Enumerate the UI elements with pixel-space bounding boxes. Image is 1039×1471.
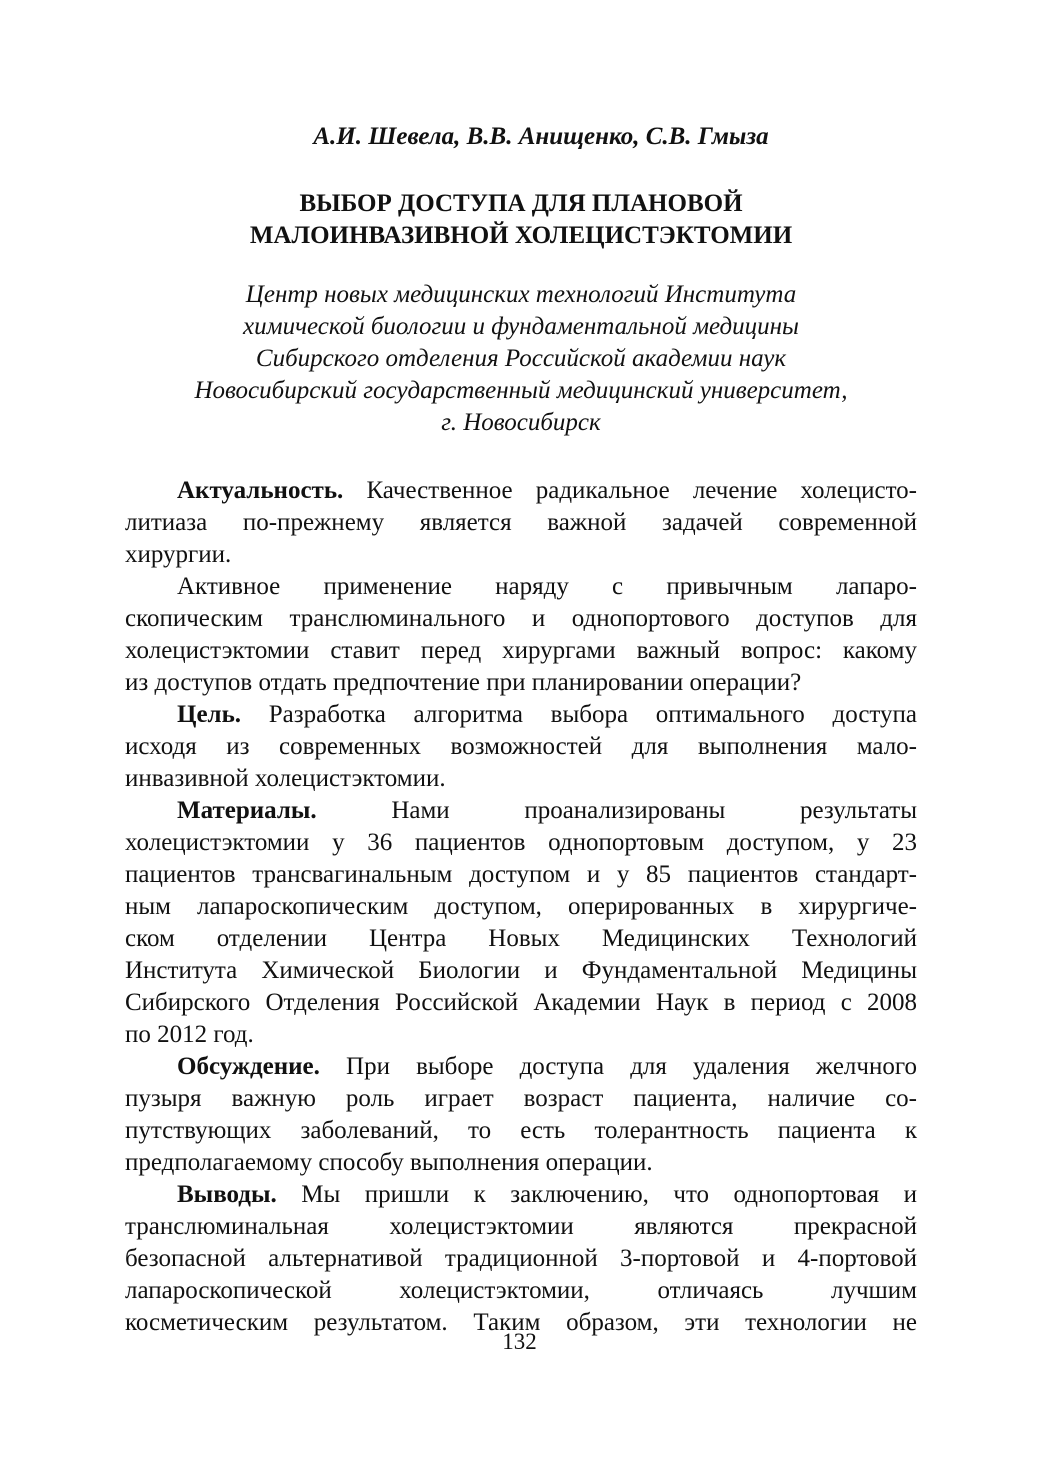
text-line: ском отделении Центра Новых Медицинских Технологий — [125, 925, 917, 952]
text-line: косметическим результатом. Таким образом, эти технологии не — [125, 1309, 917, 1336]
title-line: ВЫБОР ДОСТУПА ДЛЯ ПЛАНОВОЙ — [299, 190, 743, 217]
section-heading-conclusions: Выводы. — [177, 1181, 277, 1208]
text-segment: Мы пришли к заключению, что однопортовая и — [276, 1181, 917, 1208]
text-line: инвазивной холецистэктомии. — [125, 765, 446, 792]
text-line: холецистэктомии у 36 пациентов однопортовым доступом, у 23 — [125, 829, 917, 856]
affiliation-line: г. Новосибирск — [441, 409, 601, 436]
paragraph-conclusions — [125, 1179, 917, 1339]
affiliation-line: Новосибирский государственный медицинский университет, — [194, 377, 848, 404]
text-line: из доступов отдать предпочтение при планировании операции? — [125, 669, 802, 696]
text-line — [125, 1179, 917, 1211]
text-line: Института Химической Биологии и Фундаментальной Медицины — [125, 957, 917, 984]
title-line: МАЛОИНВАЗИВНОЙ ХОЛЕЦИСТЭКТОМИИ — [249, 222, 793, 249]
paragraph-relevance — [125, 475, 917, 571]
paragraph-access — [125, 571, 917, 699]
affiliation-line: Сибирского отделения Российской академии наук — [255, 345, 787, 372]
text-line: предполагаемому способу выполнения операции. — [125, 1149, 653, 1176]
article-title — [125, 188, 917, 252]
text-segment: Качественное радикальное лечение холецисто- — [343, 477, 917, 504]
text-segment: Нами проанализированы результаты — [316, 797, 917, 824]
article-body — [125, 475, 917, 1339]
text-line — [125, 795, 917, 827]
affiliation-line: химической биологии и фундаментальной медицины — [243, 313, 799, 340]
text-line — [125, 475, 917, 507]
text-line — [125, 1051, 917, 1083]
text-line: ным лапароскопическим доступом, оперированных в хирургиче- — [125, 893, 917, 920]
text-line: лапароскопической холецистэктомии, отличаясь лучшим — [125, 1277, 917, 1304]
text-line: хирургии. — [125, 541, 232, 568]
text-line: исходя из современных возможностей для выполнения мало- — [125, 733, 917, 760]
affiliation-line: Центр новых медицинских технологий Института — [245, 281, 797, 308]
text-line: по 2012 год. — [125, 1021, 254, 1048]
affiliation — [125, 279, 917, 439]
authors: А.И. Шевела, В.В. Анищенко, С.В. Гмыза — [313, 123, 769, 150]
section-heading-discussion: Обсуждение. — [177, 1053, 320, 1080]
text-line: скопическим транслюминального и однопортового доступов для — [125, 605, 917, 632]
text-line: путствующих заболеваний, то есть толерантность пациента к — [125, 1117, 917, 1144]
text-line — [125, 699, 917, 731]
page-content — [125, 122, 917, 1339]
text-segment: Разработка алгоритма выбора оптимального доступа — [241, 701, 917, 728]
paragraph-materials — [125, 795, 917, 1051]
paragraph-discussion — [125, 1051, 917, 1179]
text-line: Активное применение наряду с привычным лапаро- — [177, 573, 917, 600]
text-line: пациентов трансвагинальным доступом и у 85 пациентов стандарт- — [125, 861, 917, 888]
text-line: холецистэктомии ставит перед хирургами важный вопрос: какому — [125, 637, 917, 664]
text-line: транслюминальная холецистэктомии являются прекрасной — [125, 1213, 917, 1240]
section-heading-relevance: Актуальность. — [177, 477, 344, 504]
paragraph-aim — [125, 699, 917, 795]
section-heading-materials: Материалы. — [177, 797, 317, 824]
text-line: безопасной альтернативой традиционной 3-портовой и 4-портовой — [125, 1245, 917, 1272]
text-segment: При выборе доступа для удаления желчного — [319, 1053, 917, 1080]
section-heading-aim: Цель. — [177, 701, 242, 728]
text-line: Сибирского Отделения Российской Академии Наук в период с 2008 — [125, 989, 917, 1016]
text-line: литиаза по-прежнему является важной задачей современной — [125, 509, 917, 536]
text-line: пузыря важную роль играет возраст пациента, наличие со- — [125, 1085, 917, 1112]
page-number: 132 — [502, 1329, 537, 1354]
